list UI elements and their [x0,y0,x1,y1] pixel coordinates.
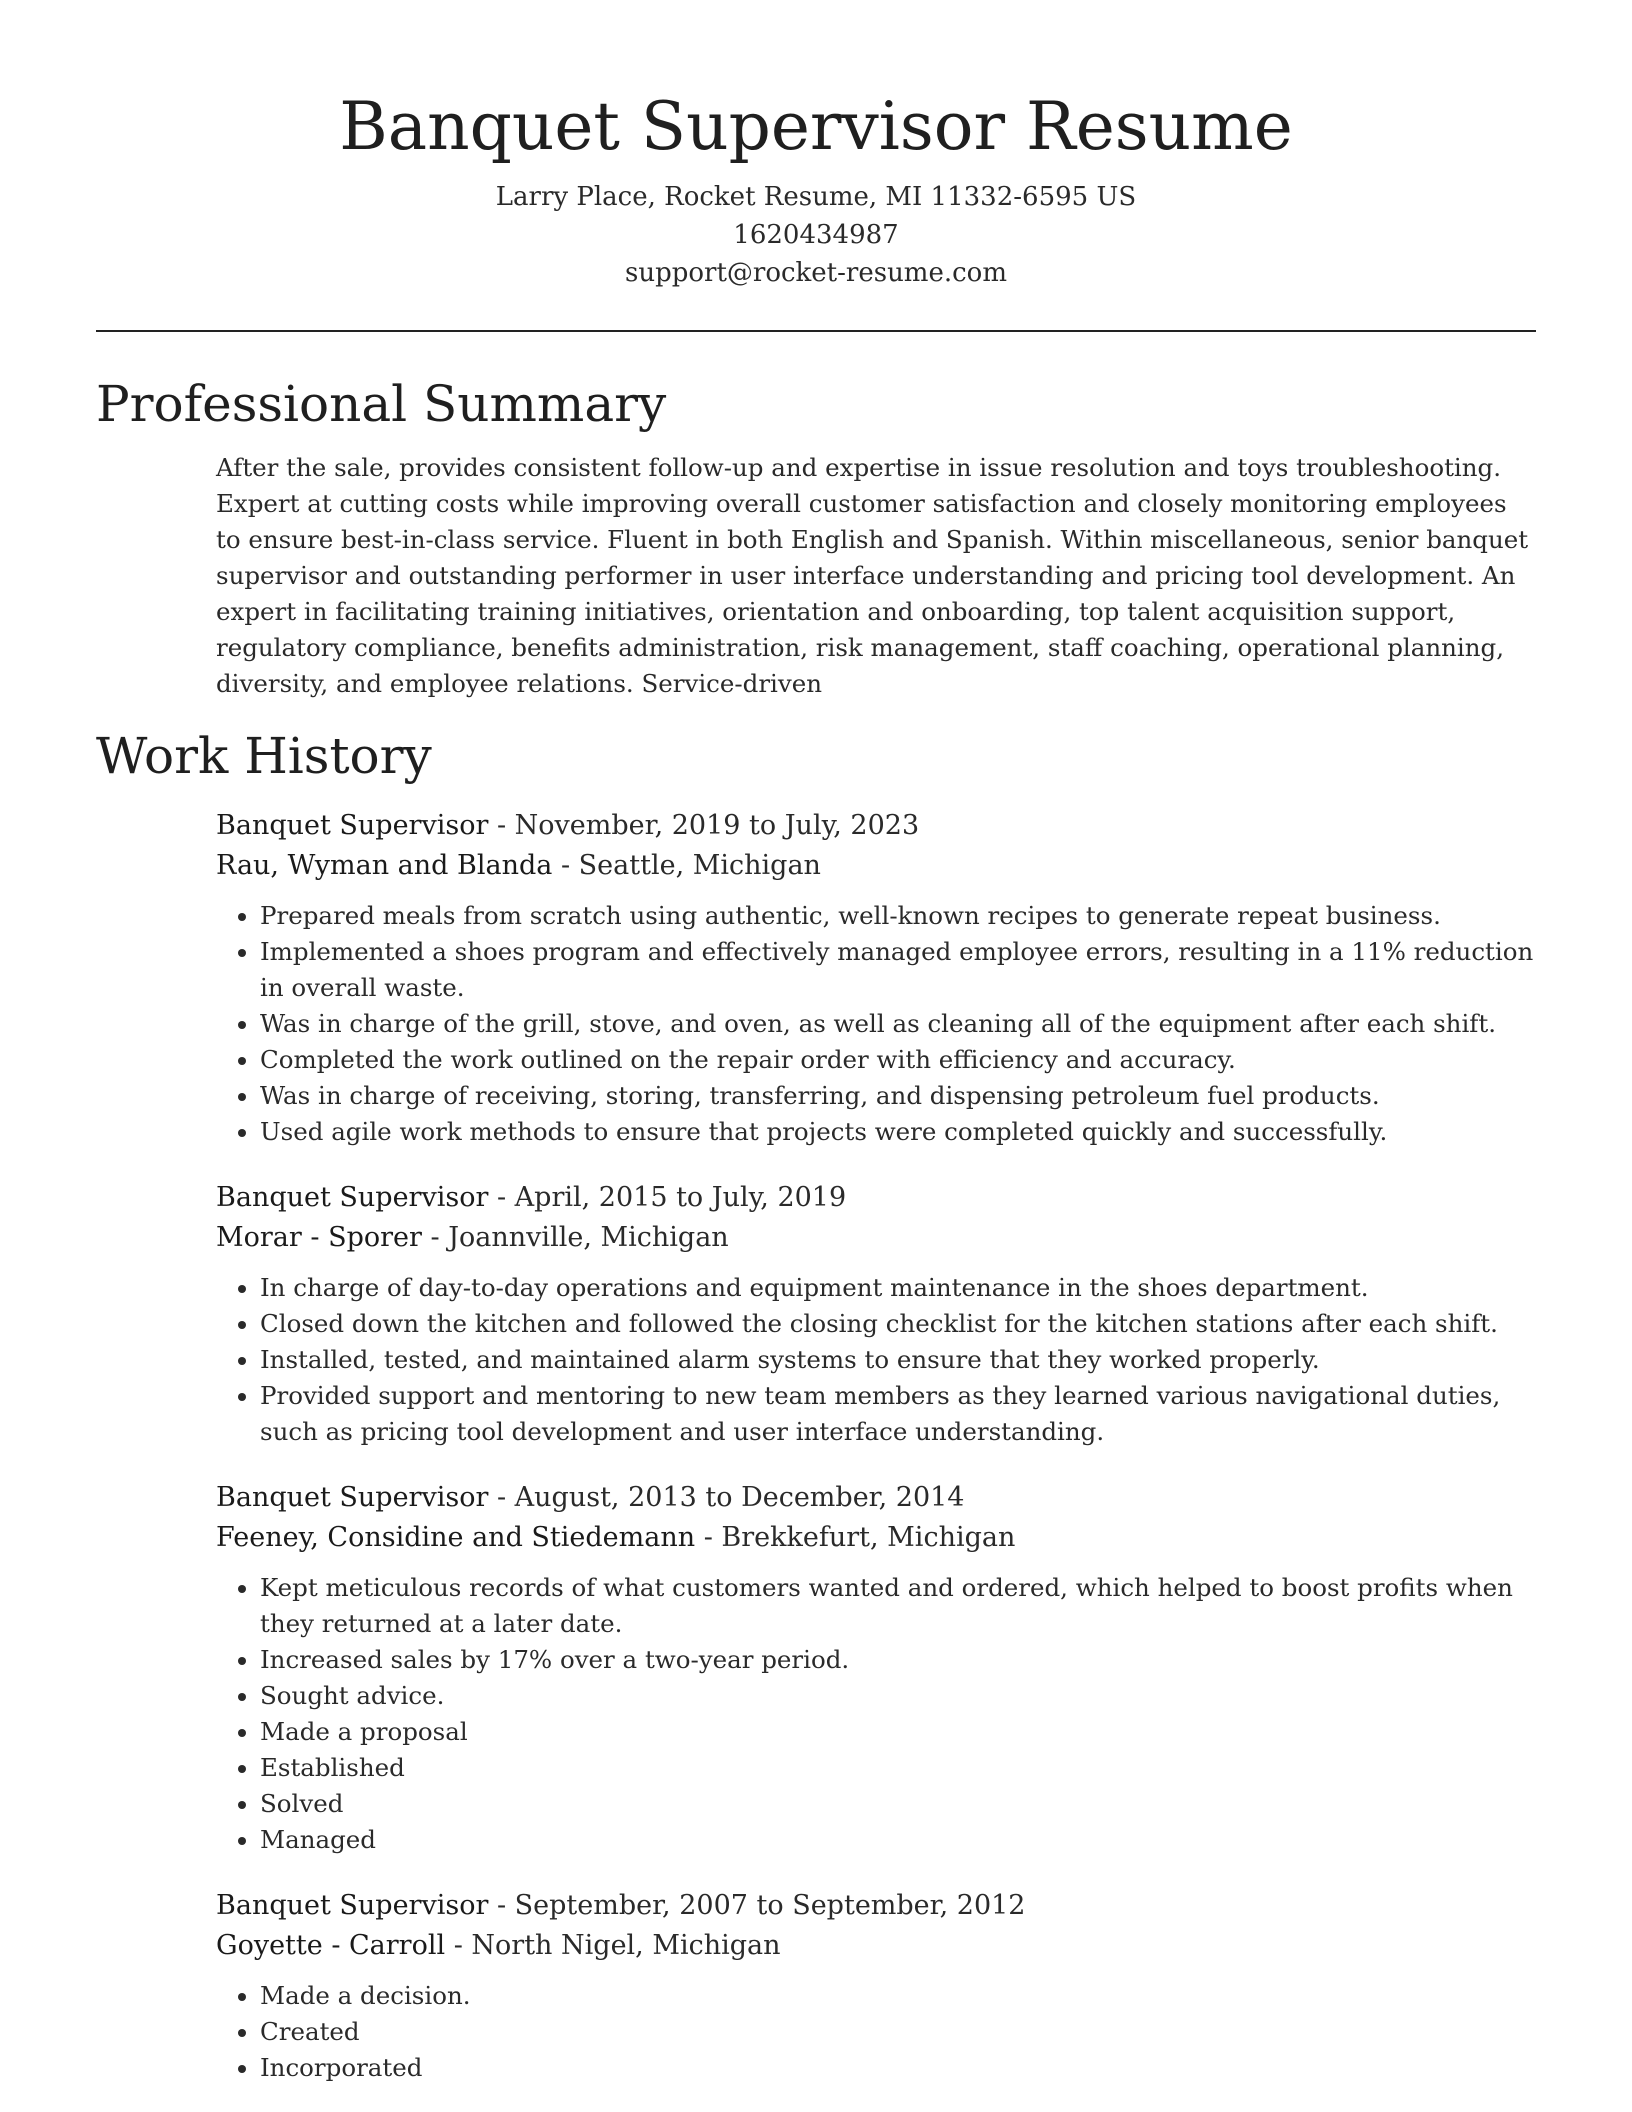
job-bullet: • In charge of day-to-day operations and equipment maintenance in the shoes department. [260,1270,1536,1306]
summary-heading: Professional Summary [96,375,667,433]
job-bullet: • Increased sales by 17% over a two-year period. [260,1642,1536,1678]
contact-address: Larry Place, Rocket Resume, MI 11332-6595 US [495,182,1137,212]
job-bullet: • Used agile work methods to ensure that projects were completed quickly and successfully. [260,1114,1536,1150]
job-company-line [216,846,1536,886]
job-entry [216,1178,1536,1450]
job-dates: - April, 2015 to July, 2019 [488,1182,847,1213]
job-dates: - August, 2013 to December, 2014 [488,1482,965,1513]
job-entry [216,806,1536,1150]
job-bullet: • Established [260,1750,1536,1786]
job-company: Goyette - Carroll [216,1930,446,1961]
job-company-line [216,1218,1536,1258]
job-bullet: • Installed, tested, and maintained alarm systems to ensure that they worked properly. [260,1342,1536,1378]
job-bullet: • Made a proposal [260,1714,1536,1750]
job-bullets [216,1270,1536,1450]
job-bullets [216,1570,1536,1858]
job-title: Banquet Supervisor [216,810,489,841]
job-title: Banquet Supervisor [216,1890,489,1921]
job-title: Banquet Supervisor [216,1482,489,1513]
contact-block [96,178,1536,292]
resume-title: Banquet Supervisor Resume [339,88,1293,165]
job-location: - Seattle, Michigan [552,850,821,881]
job-entry [216,1886,1536,2086]
job-bullet: • Implemented a shoes program and effectively managed employee errors, resulting in a 11% reduction in overall waste. [260,934,1536,1006]
job-title-line [216,806,1536,846]
job-bullet: • Created [260,2014,1536,2050]
job-bullet: • Provided support and mentoring to new team members as they learned various navigational duties, such as pricing tool development and user interface understanding. [260,1378,1536,1450]
job-dates: - November, 2019 to July, 2023 [488,810,920,841]
job-bullet: • Was in charge of receiving, storing, transferring, and dispensing petroleum fuel products. [260,1078,1536,1114]
job-bullet: • Made a decision. [260,1978,1536,2014]
job-company-line [216,1518,1536,1558]
job-bullet: • Was in charge of the grill, stove, and oven, as well as cleaning all of the equipment after each shift. [260,1006,1536,1042]
job-location: - Joannville, Michigan [421,1222,729,1253]
job-title-line [216,1478,1536,1518]
resume-page [96,0,1536,2086]
job-title: Banquet Supervisor [216,1182,489,1213]
summary-text: After the sale, provides consistent follow-up and expertise in issue resolution and toys troubleshooting. Expert at cutting costs while improving overall customer satisfaction and closely monitoring employees to ensure best-in-class service. Fluent in both English and Spanish. Within miscellaneous, senior banquet supervisor and outstanding performer in user interface understanding and pricing tool development. An expert in facilitating training initiatives, orientation and onboarding, top talent acquisition support, regulatory compliance, benefits administration, risk management, staff coaching, operational planning, diversity, and employee relations. Service-driven [216,453,1529,698]
work-history-list [216,806,1536,2086]
job-bullets [216,898,1536,1150]
job-company: Rau, Wyman and Blanda [216,850,553,881]
job-bullet: • Completed the work outlined on the repair order with efficiency and accuracy. [260,1042,1536,1078]
job-bullet: • Kept meticulous records of what customers wanted and ordered, which helped to boost profits when they returned at a later date. [260,1570,1536,1642]
job-bullet: • Incorporated [260,2050,1536,2086]
job-location: - Brekkefurt, Michigan [695,1522,1016,1553]
job-bullet: • Managed [260,1822,1536,1858]
contact-email: support@rocket-resume.com [624,258,1007,288]
job-dates: - September, 2007 to September, 2012 [488,1890,1026,1921]
contact-phone: 1620434987 [733,220,899,250]
job-bullet: • Closed down the kitchen and followed the closing checklist for the kitchen stations after each shift. [260,1306,1536,1342]
job-bullet: • Sought advice. [260,1678,1536,1714]
job-bullet: • Solved [260,1786,1536,1822]
job-location: - North Nigel, Michigan [445,1930,781,1961]
job-title-line [216,1178,1536,1218]
job-company: Morar - Sporer [216,1222,422,1253]
header-divider [96,330,1536,332]
work-history-heading: Work History [96,727,432,785]
job-entry [216,1478,1536,1858]
job-company-line [216,1926,1536,1966]
job-bullet: • Prepared meals from scratch using authentic, well-known recipes to generate repeat business. [260,898,1536,934]
job-company: Feeney, Considine and Stiedemann [216,1522,696,1553]
job-title-line [216,1886,1536,1926]
job-bullets [216,1978,1536,2086]
